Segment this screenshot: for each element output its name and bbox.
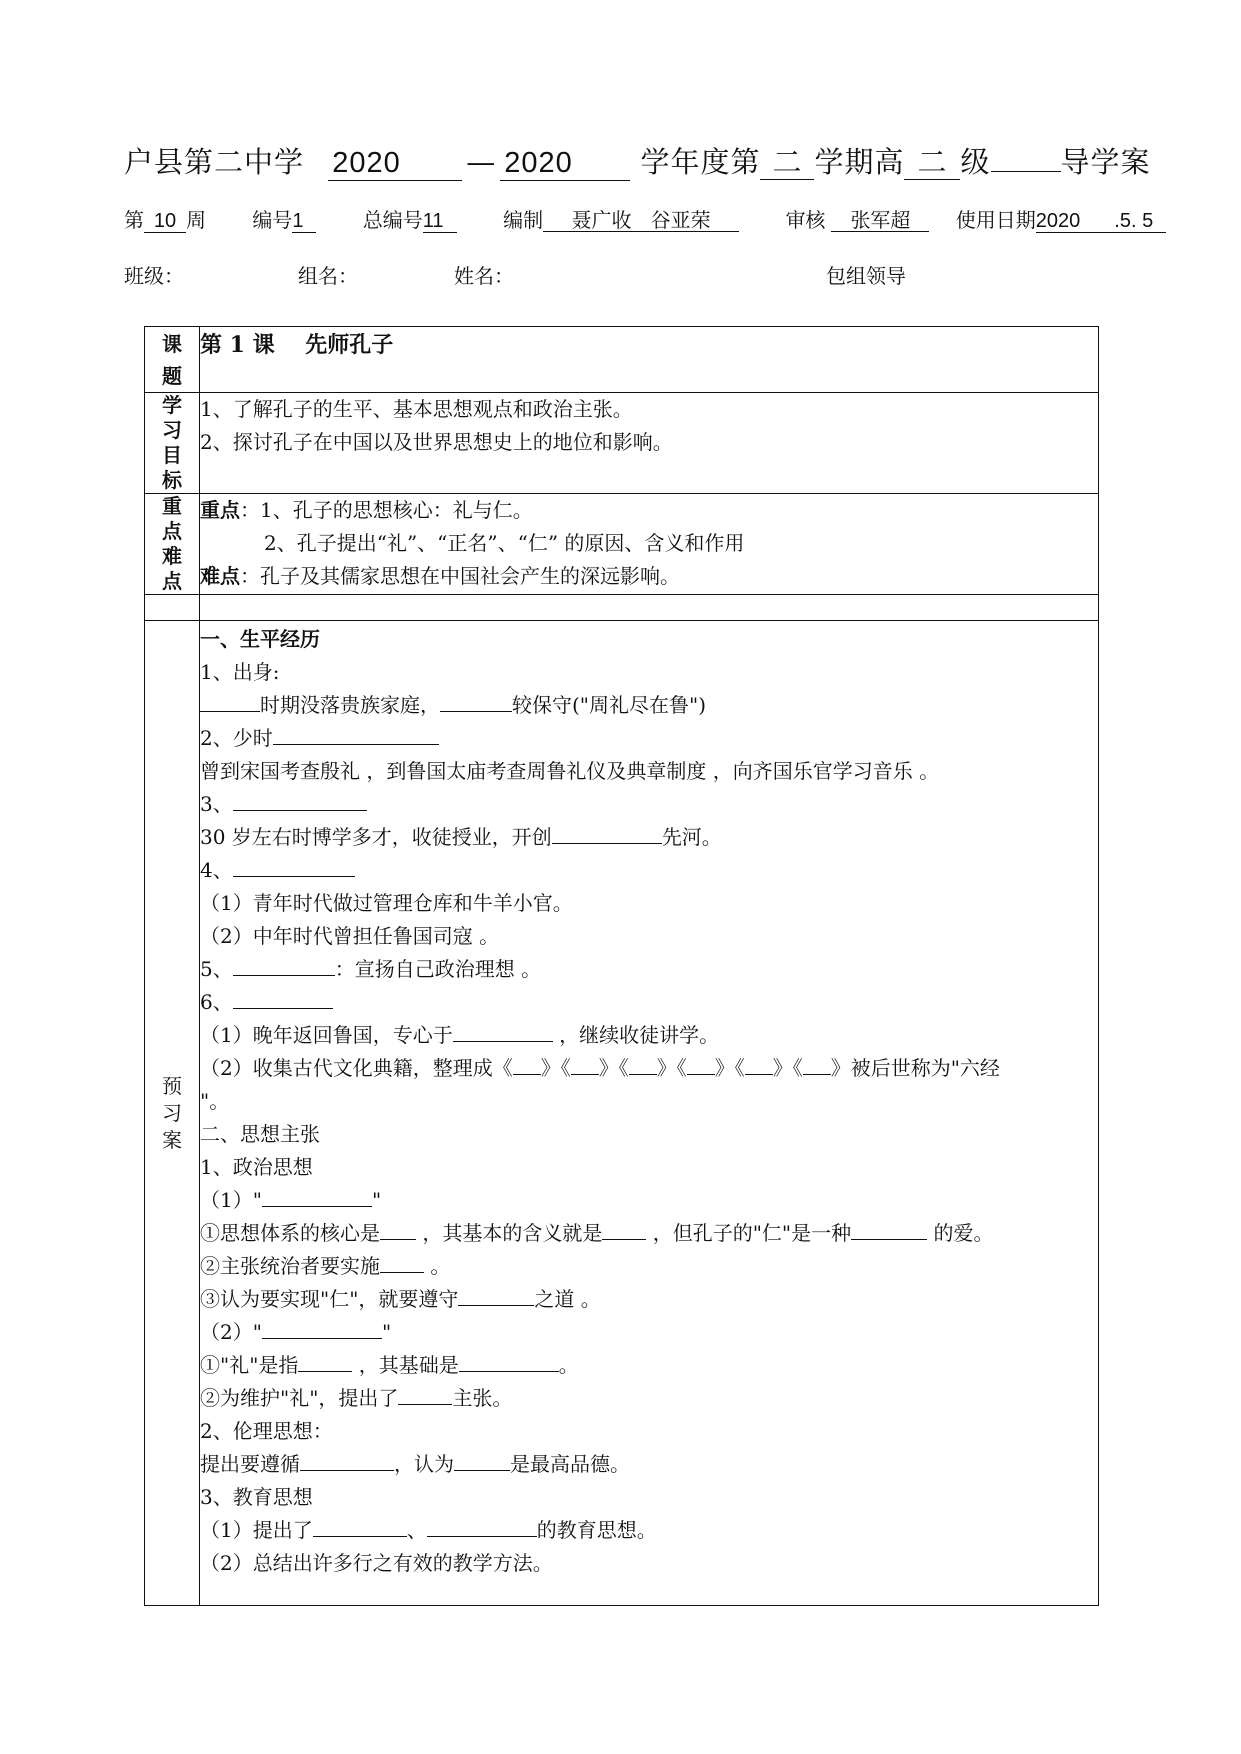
total-value: 11 <box>423 210 457 233</box>
answer-blank <box>454 1470 510 1471</box>
text-fragment: 、 <box>406 1518 427 1542</box>
answer-blank <box>233 876 355 877</box>
semester-value: 二 <box>760 147 814 180</box>
answer-blank <box>262 1338 382 1339</box>
week-suffix: 周 <box>186 208 206 232</box>
text-fragment: 的教育思想。 <box>536 1518 657 1542</box>
text-fragment: 《 <box>734 1056 745 1080</box>
text-fragment: ②主张统治者要实施 <box>200 1254 380 1278</box>
doc-type: 导学案 <box>1060 145 1151 179</box>
education-title: 3、教育思想 <box>200 1485 313 1509</box>
preview-label: 预习案 <box>145 621 200 1606</box>
preview-row <box>145 621 1099 1606</box>
answer-blank <box>398 1404 452 1405</box>
text-fragment: 《 <box>560 1056 571 1080</box>
school-name: 户县第二中学 <box>124 145 305 179</box>
answer-blank <box>803 1074 831 1075</box>
text-fragment: ，其基础是 <box>352 1353 459 1377</box>
item-6-detail-1 <box>200 1019 1098 1052</box>
class-label: 班级： <box>124 264 184 288</box>
text-fragment: 《 <box>676 1056 687 1080</box>
text-fragment: 《 <box>492 1056 513 1080</box>
youth-line <box>200 722 1098 755</box>
item-6-detail-2 <box>200 1052 1098 1085</box>
answer-blank <box>629 1074 657 1075</box>
answer-blank <box>262 1206 372 1207</box>
year-dash: — <box>466 145 497 179</box>
week-value: 10 <box>144 210 186 233</box>
group-label: 组名： <box>298 264 358 288</box>
text-fragment: ：宣扬自己政治理想 。 <box>334 957 542 981</box>
date-value <box>1036 210 1166 233</box>
politics-2-a <box>200 1349 1098 1382</box>
topic-cell <box>200 327 1099 393</box>
item-3-line <box>200 788 1098 821</box>
preview-cell <box>200 621 1099 1606</box>
leader-label: 包组领导 <box>826 264 906 288</box>
hard-point: ：孔子及其儒家思想在中国社会产生的深远影响。 <box>240 564 680 588</box>
text-fragment: 3、 <box>200 792 233 816</box>
text-fragment: 》 <box>598 1056 619 1080</box>
item-5-line <box>200 953 1098 986</box>
answer-blank <box>453 1041 553 1042</box>
youth-detail: 曾到宋国考查殷礼 ，到鲁国太庙考查周鲁礼仪及典章制度 ，向齐国乐官学习音乐 。 <box>200 759 940 783</box>
key-label: 重点难点 <box>145 494 200 595</box>
reviewer-value: 张军超 <box>831 209 929 232</box>
text-fragment: 的爱。 <box>927 1221 994 1245</box>
answer-blank <box>298 1371 352 1372</box>
key-point-1: ：1、孔子的思想核心：礼与仁。 <box>240 498 533 522</box>
text-fragment: 《 <box>618 1056 629 1080</box>
lesson-table <box>144 326 1099 1606</box>
answer-blank <box>745 1074 773 1075</box>
answer-blank <box>440 711 512 712</box>
text-fragment: 一、生平经历 <box>200 627 320 651</box>
politics-1-c <box>200 1283 1098 1316</box>
text-fragment: 6、 <box>200 990 233 1014</box>
text-fragment: ②为维护"礼"，提出了 <box>200 1386 399 1410</box>
text-fragment: ③认为要实现"仁"，就要遵守 <box>200 1287 459 1311</box>
text-fragment: " <box>371 1188 382 1212</box>
spacer-cell-left <box>145 595 200 621</box>
item-6-detail-2-end: "。 <box>200 1089 230 1113</box>
topic-label: 课题 <box>145 327 200 393</box>
grade-value: 二 <box>904 147 960 180</box>
grade-label: 级 <box>960 145 991 179</box>
semester-label: 学期高 <box>814 145 905 179</box>
text-fragment: 》 <box>714 1056 735 1080</box>
spacer-row <box>145 595 1099 621</box>
answer-blank <box>552 843 662 844</box>
section-2-title: 二、思想主张 <box>200 1122 320 1146</box>
text-fragment: 》 <box>772 1056 793 1080</box>
answer-blank <box>687 1074 715 1075</box>
text-fragment: 《 <box>792 1056 803 1080</box>
date-year: 2020 <box>1035 210 1081 232</box>
text-fragment: 。 <box>424 1254 451 1278</box>
text-fragment: ，其基本的含义就是 <box>416 1221 603 1245</box>
text-fragment: ①思想体系的核心是 <box>200 1221 380 1245</box>
answer-blank <box>851 1239 927 1240</box>
text-fragment: ，但孔子的"仁"是一种 <box>646 1221 852 1245</box>
answer-blank <box>427 1536 537 1537</box>
text-fragment: ，继续收徒讲学。 <box>552 1023 720 1047</box>
text-fragment: 是最高品德。 <box>510 1452 630 1476</box>
politics-2-b <box>200 1382 1098 1415</box>
answer-blank <box>233 975 335 976</box>
item-3-detail <box>200 821 1098 854</box>
text-fragment: 》 <box>656 1056 677 1080</box>
name-label: 姓名： <box>454 264 514 288</box>
politics-1-b <box>200 1250 1098 1283</box>
answer-blank <box>602 1239 646 1240</box>
text-fragment: 2、少时 <box>200 726 273 750</box>
total-label: 总编号 <box>362 208 423 232</box>
date-rest: .5. 5 <box>1114 210 1154 232</box>
goals-cell <box>200 393 1099 494</box>
info-line <box>124 204 1166 233</box>
key-row <box>145 494 1099 595</box>
text-fragment: 30 岁左右时博学多才，收徒授业，开创 <box>200 825 552 849</box>
answer-blank <box>513 1074 541 1075</box>
text-fragment: 》 <box>830 1056 851 1080</box>
text-fragment: （1）" <box>200 1188 262 1212</box>
answer-blank <box>200 711 260 712</box>
goal-item: 2、探讨孔子在中国以及世界思想史上的地位和影响。 <box>200 430 673 454</box>
year-label: 学年度第 <box>640 145 761 179</box>
text-fragment: 》 <box>540 1056 561 1080</box>
origin-line: 1、出身: <box>200 660 280 684</box>
text-fragment: （2）收集古代文化典籍，整理成 <box>200 1056 493 1080</box>
text-fragment: " <box>381 1320 392 1344</box>
text-fragment: （1）提出了 <box>200 1518 313 1542</box>
year-end: 2020 <box>500 148 630 181</box>
item-6-line <box>200 986 1098 1019</box>
hard-prefix: 难点 <box>200 564 240 588</box>
answer-blank <box>233 810 367 811</box>
code-value: 1 <box>292 210 316 233</box>
text-fragment: ，认为 <box>394 1452 454 1476</box>
text-fragment: 先河。 <box>661 825 722 849</box>
answer-blank <box>300 1470 394 1471</box>
answer-blank <box>233 1008 333 1009</box>
education-2: （2）总结出许多行之有效的教学方法。 <box>200 1551 553 1575</box>
text-fragment: 时期没落贵族家庭， <box>260 693 440 717</box>
section-1-title <box>200 623 1098 656</box>
text-fragment: 之道 。 <box>534 1287 601 1311</box>
goals-row <box>145 393 1099 494</box>
text-fragment: 4、 <box>200 858 233 882</box>
politics-1 <box>200 1184 1098 1217</box>
politics-2 <box>200 1316 1098 1349</box>
goals-label: 学习目标 <box>145 393 200 494</box>
item-4-line <box>200 854 1098 887</box>
text-fragment: 。 <box>558 1353 579 1377</box>
text-fragment: ①"礼"是指 <box>200 1353 299 1377</box>
key-point-2: 2、孔子提出“礼”、“正名”、“仁” 的原因、含义和作用 <box>264 531 745 555</box>
year-start: 2020 <box>328 148 462 181</box>
editor-value: 聂广收 谷亚荣 <box>543 209 739 232</box>
text-fragment: （1）晚年返回鲁国，专心于 <box>200 1023 453 1047</box>
answer-blank <box>571 1074 599 1075</box>
origin-detail <box>200 689 1098 722</box>
text-fragment: 被后世称为"六经 <box>850 1056 1000 1080</box>
politics-1-a <box>200 1217 1098 1250</box>
date-label: 使用日期 <box>955 208 1036 232</box>
politics-title: 1、政治思想 <box>200 1155 313 1179</box>
item-4-detail-1: （1）青年时代做过管理仓库和牛羊小官。 <box>200 891 573 915</box>
text-fragment: 5、 <box>200 957 233 981</box>
subject-blank <box>991 171 1061 172</box>
item-4-detail-2: （2）中年时代曾担任鲁国司寇 。 <box>200 924 500 948</box>
key-cell <box>200 494 1099 595</box>
topic-row <box>145 327 1099 393</box>
text-fragment: 主张。 <box>452 1386 513 1410</box>
key-prefix: 重点 <box>200 498 240 522</box>
answer-blank <box>380 1272 424 1273</box>
answer-blank <box>313 1536 407 1537</box>
text-fragment: 较保守("周礼尽在鲁") <box>512 693 707 717</box>
answer-blank <box>459 1371 559 1372</box>
spacer-cell-right <box>200 595 1099 621</box>
editor-label: 编制 <box>503 208 544 232</box>
week-prefix: 第 <box>124 208 144 232</box>
answer-blank <box>458 1305 534 1306</box>
text-fragment: （2）" <box>200 1320 262 1344</box>
text-fragment: 提出要遵循 <box>200 1452 300 1476</box>
document-title <box>124 140 1151 181</box>
ethics-title: 2、伦理思想： <box>200 1419 333 1443</box>
answer-blank <box>273 744 439 745</box>
ethics-detail <box>200 1448 1098 1481</box>
education-1 <box>200 1514 1098 1547</box>
review-label: 审核 <box>785 208 826 232</box>
code-label: 编号 <box>252 208 293 232</box>
goal-item: 1、了解孔子的生平、基本思想观点和政治主张。 <box>200 397 633 421</box>
topic-text: 第 1 课 先师孔子 <box>200 332 394 358</box>
answer-blank <box>380 1239 416 1240</box>
